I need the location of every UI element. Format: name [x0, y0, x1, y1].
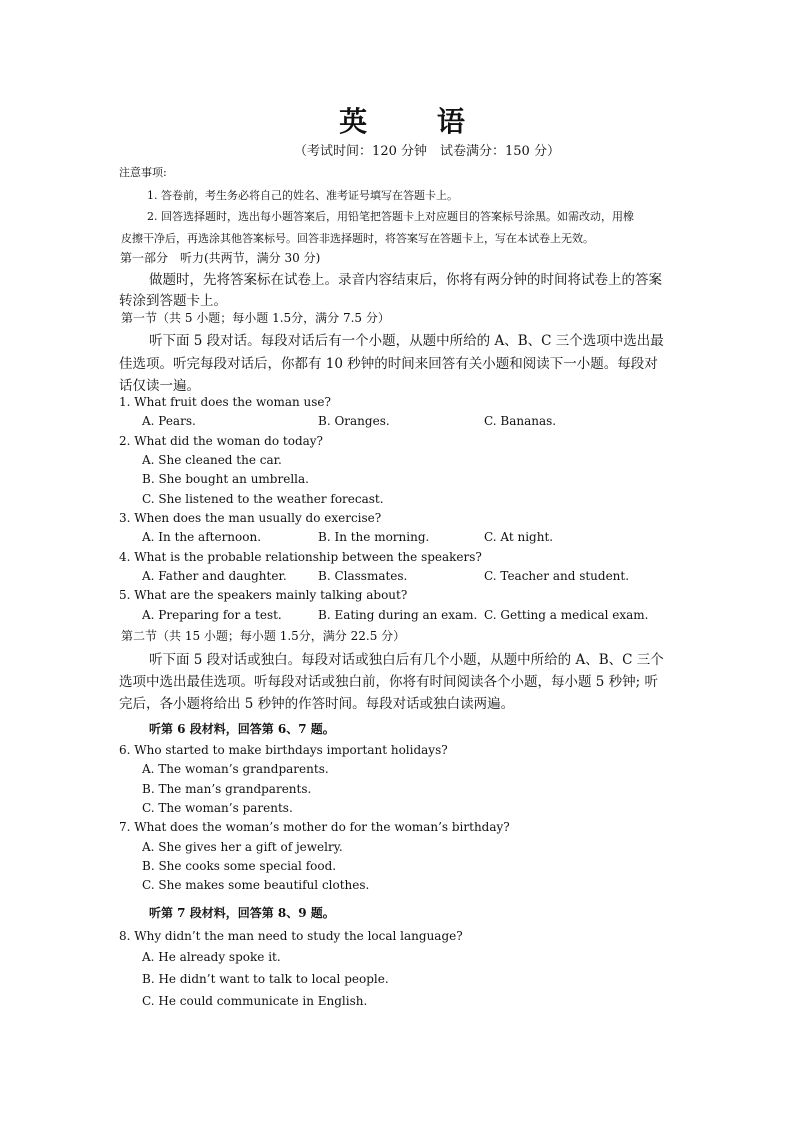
- question-2-option-a: A. She cleaned the car.: [142, 453, 282, 467]
- notes-item-1: 1. 答卷前，考生务必将自己的姓名、准考证号填写在答题卡上。: [147, 189, 458, 202]
- question-3-option-c: C. At night.: [484, 530, 554, 544]
- question-4: 4. What is the probable relationship between the speakers?: [119, 550, 482, 564]
- part1-instruction-line-2: 转涂到答题卡上。: [119, 293, 227, 309]
- question-6-option-a: A. The woman’s grandparents.: [142, 762, 329, 776]
- notes-item-2-line-2: 皮擦干净后，再选涂其他答案标号。回答非选择题时，将答案写在答题卡上，写在本试卷上无效。: [121, 232, 594, 245]
- question-6-option-b: B. The man’s grandparents.: [142, 782, 312, 796]
- section1-heading: 第一节（共 5 小题；每小题 1.5分，满分 7.5 分）: [121, 311, 390, 325]
- question-8-option-a: A. He already spoke it.: [142, 950, 281, 964]
- section2-heading: 第二节（共 15 小题；每小题 1.5分，满分 22.5 分）: [121, 629, 406, 643]
- question-4-option-b: B. Classmates.: [318, 569, 408, 583]
- question-1-option-b: B. Oranges.: [318, 414, 390, 428]
- section2-instruction-line-3: 完后，各小题将给出 5 秒钟的作答时间。每段对话或独白读两遍。: [119, 696, 515, 712]
- question-4-option-a: A. Father and daughter.: [142, 569, 287, 583]
- question-8-option-b: B. He didn’t want to talk to local people.: [142, 972, 389, 986]
- question-5: 5. What are the speakers mainly talking about?: [119, 588, 408, 602]
- question-3-option-b: B. In the morning.: [318, 530, 430, 544]
- question-3-option-a: A. In the afternoon.: [142, 530, 262, 544]
- material-7-heading: 听第 7 段材料，回答第 8、9 题。: [149, 906, 335, 920]
- part1-instruction-line-1: 做题时，先将答案标在试卷上。录音内容结束后，你将有两分钟的时间将试卷上的答案: [149, 272, 662, 288]
- question-4-option-c: C. Teacher and student.: [484, 569, 630, 583]
- question-2: 2. What did the woman do today?: [119, 434, 323, 448]
- question-6-option-c: C. The woman’s parents.: [142, 801, 293, 815]
- question-6: 6. Who started to make birthdays important holidays?: [119, 743, 448, 757]
- section2-instruction-line-1: 听下面 5 段对话或独白。每段对话或独白后有几个小题，从题中所给的 A、B、C 三个: [149, 652, 664, 668]
- question-1: 1. What fruit does the woman use?: [119, 395, 331, 409]
- notes-heading: 注意事项:: [119, 166, 167, 179]
- question-1-option-a: A. Pears.: [142, 414, 196, 428]
- exam-info: （考试时间：120 分钟 试卷满分：150 分）: [294, 144, 560, 159]
- question-5-option-c: C. Getting a medical exam.: [484, 608, 649, 622]
- part1-heading: 第一部分 听力(共两节，满分 30 分): [120, 251, 321, 265]
- notes-item-2-line-1: 2. 回答选择题时，选出每小题答案后，用铅笔把答题卡上对应题目的答案标号涂黑。如需改动，用橡: [147, 210, 634, 223]
- section1-instruction-line-2: 佳选项。听完每段对话后，你都有 10 秒钟的时间来回答有关小题和阅读下一小题。每段对: [119, 356, 658, 372]
- question-8: 8. Why didn’t the man need to study the local language?: [119, 929, 463, 943]
- question-7: 7. What does the woman’s mother do for the woman’s birthday?: [119, 820, 510, 834]
- page-title: 英 语: [339, 105, 495, 138]
- question-1-option-c: C. Bananas.: [484, 414, 557, 428]
- question-3: 3. When does the man usually do exercise?: [119, 511, 382, 525]
- section1-instruction-line-1: 听下面 5 段对话。每段对话后有一个小题，从题中所给的 A、B、C 三个选项中选出最: [149, 333, 664, 349]
- section2-instruction-line-2: 选项中选出最佳选项。听每段对话或独白前，你将有时间阅读各个小题，每小题 5 秒钟; 听: [119, 674, 659, 690]
- question-7-option-c: C. She makes some beautiful clothes.: [142, 878, 370, 892]
- question-2-option-c: C. She listened to the weather forecast.: [142, 492, 384, 506]
- question-2-option-b: B. She bought an umbrella.: [142, 472, 309, 486]
- question-8-option-c: C. He could communicate in English.: [142, 994, 368, 1008]
- question-5-option-a: A. Preparing for a test.: [142, 608, 282, 622]
- section1-instruction-line-3: 话仅读一遍。: [119, 378, 200, 394]
- question-7-option-b: B. She cooks some special food.: [142, 859, 337, 873]
- material-6-heading: 听第 6 段材料，回答第 6、7 题。: [149, 722, 335, 736]
- question-5-option-b: B. Eating during an exam.: [318, 608, 478, 622]
- question-7-option-a: A. She gives her a gift of jewelry.: [142, 840, 343, 854]
